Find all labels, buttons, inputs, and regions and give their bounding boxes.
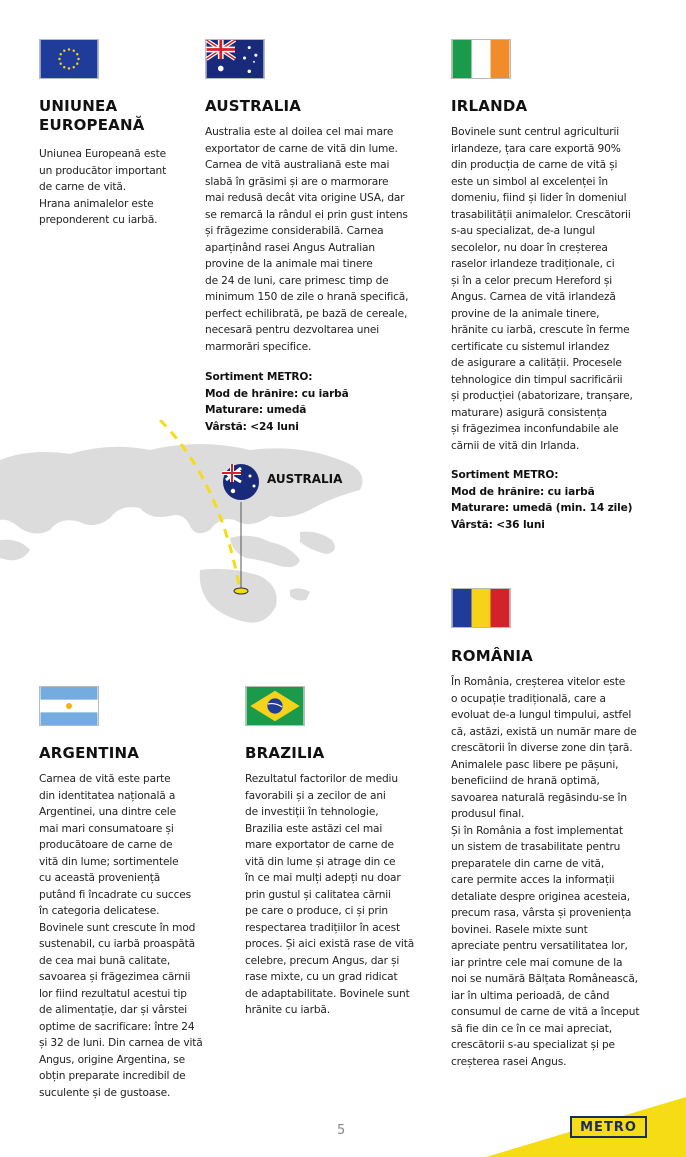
eu-title: UNIUNEA EUROPEANĂ: [39, 97, 145, 134]
brazilia-title: BRAZILIA: [245, 744, 325, 762]
irlanda-text: Bovinele sunt centrul agriculturii irlandeze, țara care exportă 90% din producția de carne de vită și este un simbol al excelenței în domeniu, fiind și lider în domeniul trasabilității animalelor. Crescătorii s-au specializat, de-a lungul secolelor, nu doar în creșterea raselor irlandeze tradiționale, ci și în a celor precum Hereford și Angus. Carnea de vită irlandeză provine de la animale tinere, hrănite cu iarbă, crescute în ferme certificate cu sistemul irlandez de asigurare a calității. Procesele tehnologice din timpul sacrificării și producției (abatorizare, tranșare, maturare) asigură consistența și frăgezimea inconfundabile ale cărnii de vită din Irlanda.: [451, 126, 633, 452]
romania-text: În România, creșterea vitelor este o ocupație tradițională, care a evoluat de-a lungul timpului, astfel că, astăzi, există un număr mare de crescătorii în diverse zone din țară. Animalele pasc libere pe pășuni, beneficiind de hrană optimă, savoarea naturală regăsindu-se în produsul final. Și în România a fost implementat un sistem de trasabilitate pentru preparatele din carne de vită, care permite acces la informații detaliate despre originea acesteia, precum rasa, vârsta și proveniența bovinei. Rasele mixte sunt apreciate pentru versatilitatea lor, iar printre cele mai comune de la noi se numără Bălțata Românească, iar în ultima perioadă, de când consumul de carne de vită a început să fie din ce în ce mai apreciat, crescătorii s-au specializat și pe creșterea rasei Angus.: [451, 676, 640, 1068]
australia-text: Australia este al doilea cel mai mare exportator de carne de vită din lume. Carnea de vită australiană este mai slabă în grăsimi și are o marmorare mai redusă decât vita origine USA, dar se remarcă la rândul ei prin gust intens și frăgezime considerabilă. Carnea aparținând rasei Angus Autralian provine de la animale mai tinere de 24 de luni, care primesc timp de minimum 150 de zile o hrană specifică, perfect echilibrată, pe bază de cereale, necesară pentru dezvoltarea unei marmorări specifice.: [205, 126, 409, 353]
argentina-text: Carnea de vită este parte din identitatea națională a Argentinei, una dintre cele mai mari consumatoare și producătoare de carne de vită din lume; sortimentele cu această proveniență putând fi încadrate cu succes în categoria delicatese. Bovinele sunt crescute în mod sustenabil, cu iarbă proaspătă de cea mai bună calitate, savoarea și frăgezimea cărnii lor fiind rezultatul acestui tip de alimentație, dar și vârstei optime de sacrificare: între 24 și 32 de luni. Din carnea de vită Angus, origine Argentina, se obțin preparate incredibil de suculente și de gustoase.: [39, 773, 203, 1099]
metro-logo: [570, 1116, 647, 1138]
page-number: 5: [337, 1123, 346, 1138]
eu-text: Uniunea Europeană este un producător important de carne de vită. Hrana animalelor este preponderent cu iarbă.: [39, 148, 167, 226]
brazil-flag: [245, 686, 305, 726]
australia-title: AUSTRALIA: [205, 97, 302, 115]
argentina-flag: [39, 686, 99, 726]
brazilia-text: Rezultatul factorilor de mediu favorabili și a zecilor de ani de investiții în tehnologie, Brazilia este astăzi cel mai mare exportator de carne de vită din lume și atrage din ce în ce mai mulți adepți nu doar prin gustul și calitatea cărnii pe care o produce, ci și prin respectarea tradițiilor în acest proces. Și aici există rase de vită celebre, precum Angus, dar și rase mixte, cu un grad ridicat de adaptabilitate. Bovinele sunt hrănite cu iarbă.: [245, 773, 415, 1016]
argentina-title: ARGENTINA: [39, 744, 140, 762]
romania-title: ROMÂNIA: [451, 647, 533, 665]
eu-flag: [39, 39, 99, 79]
map-pin-label: AUSTRALIA: [267, 472, 343, 486]
world-map: [0, 420, 430, 660]
australia-flag: [205, 39, 265, 79]
ireland-flag: [451, 39, 511, 79]
irlanda-title: IRLANDA: [451, 97, 528, 115]
australia-pin-flag: [222, 463, 260, 501]
romania-flag: [451, 588, 511, 628]
irlanda-metro-info: Sortiment METRO: Mod de hrănire: cu iarbă Maturare: umedă (min. 14 zile) Vârstă: <36 luni: [451, 469, 633, 531]
metro-logo-text: METRO: [580, 1119, 637, 1135]
australia-metro-info: Sortiment METRO: Mod de hrănire: cu iarbă Maturare: umedă Vârstă: <24 luni: [205, 371, 349, 433]
